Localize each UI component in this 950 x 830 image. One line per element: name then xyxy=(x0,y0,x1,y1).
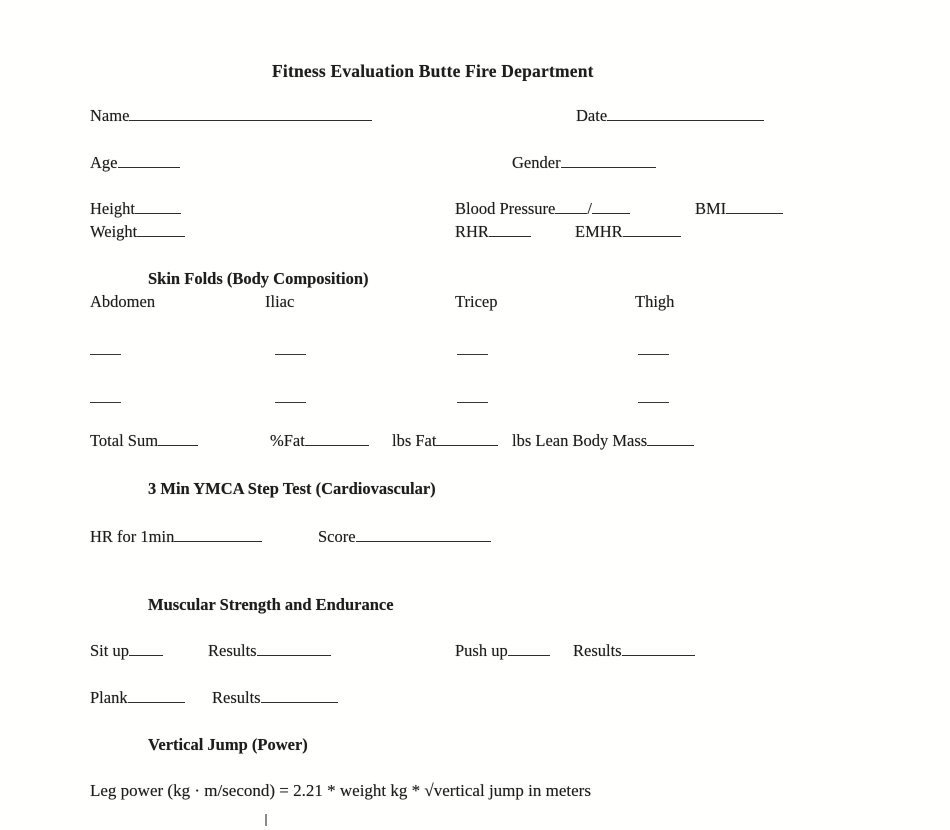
abdomen-measure1-blank-line xyxy=(90,354,121,355)
rhr-label: RHR xyxy=(455,222,489,241)
height-blank-line xyxy=(135,201,181,214)
date-blank-line xyxy=(607,108,764,121)
score-blank-line xyxy=(356,529,491,542)
skin-folds-column-tricep: Tricep xyxy=(455,292,498,311)
situp-results-blank-line xyxy=(257,643,331,656)
tricep-measure2-blank-line xyxy=(457,402,488,403)
total-sum-label: Total Sum xyxy=(90,431,159,450)
pushup-results-field xyxy=(573,642,695,661)
skin-folds-section-heading: Skin Folds (Body Composition) xyxy=(148,269,369,288)
lbs-lean-body-mass-label: lbs Lean Body Mass xyxy=(512,431,648,450)
thigh-measure2-blank-line xyxy=(638,402,669,403)
bmi-blank-line xyxy=(726,201,783,214)
age-blank-line xyxy=(118,155,180,168)
pct-fat-field xyxy=(270,432,369,451)
weight-label: Weight xyxy=(90,222,138,241)
vertical-jump-section-heading: Vertical Jump (Power) xyxy=(148,735,308,754)
name-field xyxy=(90,107,372,126)
blood-pressure-diastolic-blank-line xyxy=(592,201,630,214)
gender-blank-line xyxy=(561,155,656,168)
lbs-fat-blank-line xyxy=(436,433,498,446)
iliac-measure1-blank-line xyxy=(275,354,306,355)
pushup-results-label: Results xyxy=(573,641,622,660)
blood-pressure-separator: / xyxy=(587,199,592,218)
skin-folds-column-iliac: Iliac xyxy=(265,292,295,311)
pct-fat-label: %Fat xyxy=(270,431,305,450)
tricep-measure1-blank-line xyxy=(457,354,488,355)
score-label: Score xyxy=(318,527,356,546)
score-field xyxy=(318,528,491,547)
gender-field xyxy=(512,154,656,173)
pushup-label: Push up xyxy=(455,641,508,660)
situp-results-label: Results xyxy=(208,641,257,660)
total-sum-blank-line xyxy=(158,433,198,446)
pushup-field xyxy=(455,642,550,661)
page-title: Fitness Evaluation Butte Fire Department xyxy=(272,61,594,81)
skin-folds-column-thigh: Thigh xyxy=(635,292,675,311)
total-sum-field xyxy=(90,432,198,451)
rhr-field xyxy=(455,223,531,242)
height-field xyxy=(90,200,181,219)
iliac-measure2-blank-line xyxy=(275,402,306,403)
weight-blank-line xyxy=(137,224,185,237)
name-blank-line xyxy=(129,108,372,121)
bmi-field xyxy=(695,200,783,219)
skin-folds-column-abdomen: Abdomen xyxy=(90,292,156,311)
step-test-section-heading: 3 Min YMCA Step Test (Cardiovascular) xyxy=(148,479,436,498)
emhr-field xyxy=(575,223,681,242)
emhr-blank-line xyxy=(623,224,681,237)
age-field xyxy=(90,154,180,173)
weight-field xyxy=(90,223,185,242)
height-label: Height xyxy=(90,199,135,218)
plank-field xyxy=(90,689,185,708)
scan-artifact-tick xyxy=(265,814,267,826)
age-label: Age xyxy=(90,153,118,172)
plank-results-blank-line xyxy=(261,690,338,703)
rhr-blank-line xyxy=(489,224,531,237)
blood-pressure-field xyxy=(455,200,630,219)
lbs-fat-label: lbs Fat xyxy=(392,431,437,450)
emhr-label: EMHR xyxy=(575,222,623,241)
date-label: Date xyxy=(576,106,608,125)
gender-label: Gender xyxy=(512,153,561,172)
plank-blank-line xyxy=(128,690,185,703)
leg-power-formula: Leg power (kg · m/second) = 2.21 * weight kg * √vertical jump in meters xyxy=(90,781,591,800)
hr-for-1min-blank-line xyxy=(174,529,262,542)
blood-pressure-label: Blood Pressure xyxy=(455,199,556,218)
situp-blank-line xyxy=(129,643,163,656)
pct-fat-blank-line xyxy=(305,433,369,446)
name-label: Name xyxy=(90,106,130,125)
lbs-fat-field xyxy=(392,432,498,451)
hr-for-1min-label: HR for 1min xyxy=(90,527,175,546)
pushup-blank-line xyxy=(508,643,550,656)
lbs-lean-body-mass-field xyxy=(512,432,694,451)
situp-field xyxy=(90,642,163,661)
strength-section-heading: Muscular Strength and Endurance xyxy=(148,595,394,614)
bmi-label: BMI xyxy=(695,199,727,218)
lbs-lean-body-mass-blank-line xyxy=(647,433,694,446)
date-field xyxy=(576,107,764,126)
pushup-results-blank-line xyxy=(622,643,695,656)
plank-label: Plank xyxy=(90,688,128,707)
situp-label: Sit up xyxy=(90,641,129,660)
plank-results-field xyxy=(212,689,338,708)
thigh-measure1-blank-line xyxy=(638,354,669,355)
situp-results-field xyxy=(208,642,331,661)
plank-results-label: Results xyxy=(212,688,261,707)
hr-for-1min-field xyxy=(90,528,262,547)
blood-pressure-systolic-blank-line xyxy=(555,201,587,214)
abdomen-measure2-blank-line xyxy=(90,402,121,403)
